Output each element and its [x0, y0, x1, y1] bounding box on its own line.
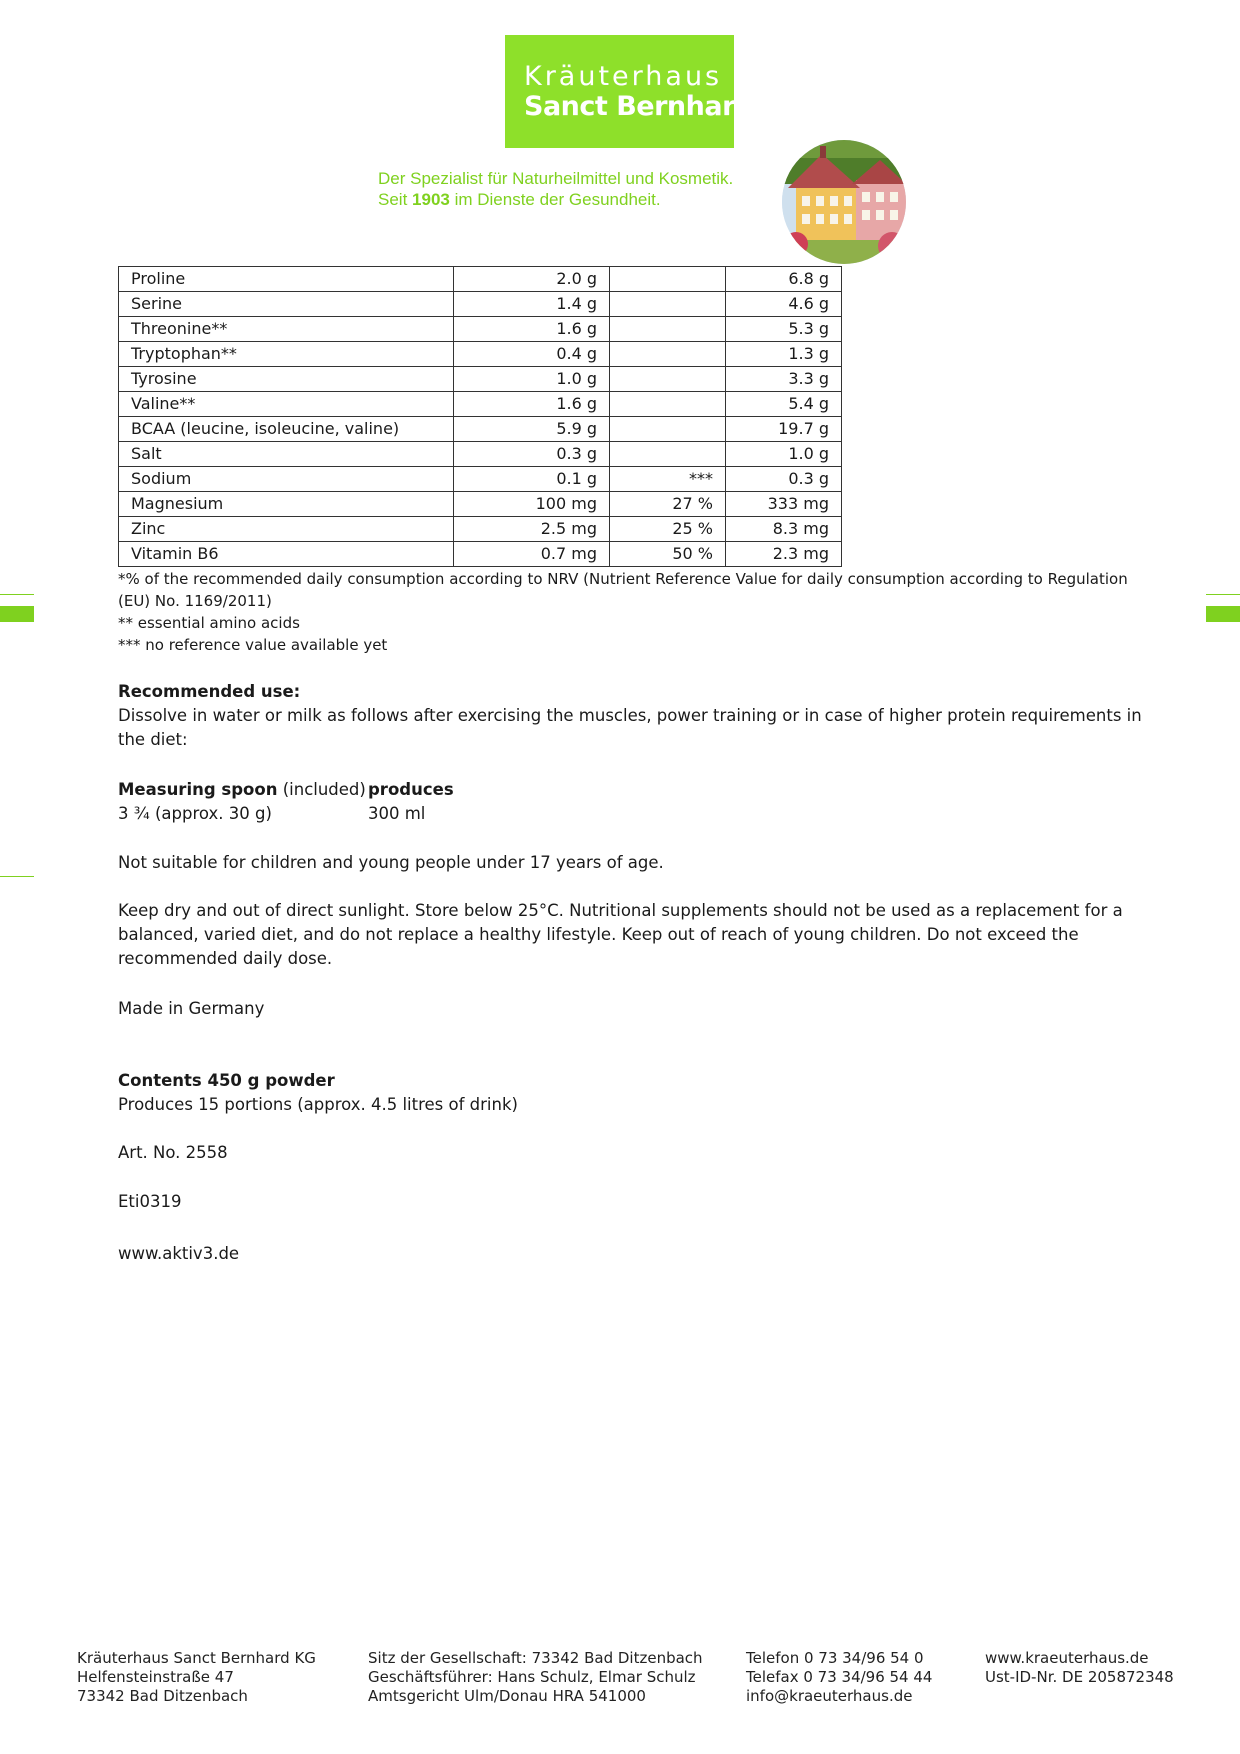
nutrient-name: Tryptophan** — [119, 342, 454, 367]
spoon-suffix: (included) — [277, 780, 366, 799]
nutrient-name: Vitamin B6 — [119, 542, 454, 567]
nrv-value — [610, 342, 726, 367]
logo-line-2: Sanct Bernhard — [524, 91, 754, 122]
footer-vat-id: Ust-ID-Nr. DE 205872348 — [985, 1668, 1174, 1686]
recommended-use — [118, 680, 1142, 752]
building-photo — [782, 140, 906, 264]
table-row — [119, 492, 842, 517]
per-100g-value: 1.0 g — [726, 442, 842, 467]
per-portion-value: 1.6 g — [454, 317, 610, 342]
per-100g-value: 8.3 mg — [726, 517, 842, 542]
table-row — [119, 417, 842, 442]
table-row — [119, 292, 842, 317]
nrv-value — [610, 292, 726, 317]
footer-legal — [368, 1649, 703, 1706]
per-100g-value: 5.3 g — [726, 317, 842, 342]
per-100g-value: 19.7 g — [726, 417, 842, 442]
nutrient-name: Valine** — [119, 392, 454, 417]
nrv-value — [610, 267, 726, 292]
footer-company — [77, 1649, 316, 1706]
produces-amount: 300 ml — [368, 804, 426, 823]
recommended-use-line-1: Dissolve in water or milk as follows after exercising the muscles, power training or in case of higher protein requirements in — [118, 706, 1142, 725]
footnote-no-reference: *** no reference value available yet — [118, 636, 388, 654]
per-portion-value: 100 mg — [454, 492, 610, 517]
per-portion-value: 0.3 g — [454, 442, 610, 467]
footer-email: info@kraeuterhaus.de — [746, 1687, 913, 1705]
footer-city: 73342 Bad Ditzenbach — [77, 1687, 248, 1705]
table-row — [119, 517, 842, 542]
nrv-value — [610, 442, 726, 467]
nrv-value — [610, 392, 726, 417]
recommended-use-heading: Recommended use: — [118, 682, 301, 701]
per-portion-value: 0.4 g — [454, 342, 610, 367]
side-mark-line-left-bottom — [0, 876, 34, 877]
nrv-value — [610, 367, 726, 392]
per-100g-value: 3.3 g — [726, 367, 842, 392]
footer-phone: Telefon 0 73 34/96 54 0 — [746, 1649, 924, 1667]
tagline — [378, 168, 733, 210]
footer-seat: Sitz der Gesellschaft: 73342 Bad Ditzenbach — [368, 1649, 703, 1667]
per-100g-value: 4.6 g — [726, 292, 842, 317]
footer-street: Helfensteinstraße 47 — [77, 1668, 234, 1686]
logo-line-1: Kräuterhaus — [524, 61, 723, 92]
side-mark-line-right-top — [1206, 594, 1240, 595]
side-mark-line-left-top — [0, 594, 34, 595]
spoon-label: Measuring spoon — [118, 780, 278, 799]
origin: Made in Germany — [118, 999, 265, 1018]
tagline-year: 1903 — [412, 190, 450, 209]
per-100g-value: 5.4 g — [726, 392, 842, 417]
table-row — [119, 467, 842, 492]
nutrient-name: Tyrosine — [119, 367, 454, 392]
table-row — [119, 267, 842, 292]
nrv-value: 50 % — [610, 542, 726, 567]
per-100g-value: 2.3 mg — [726, 542, 842, 567]
footnote-essential: ** essential amino acids — [118, 614, 300, 632]
side-mark-right — [1206, 606, 1240, 622]
table-row — [119, 317, 842, 342]
tagline-line-2 — [378, 189, 733, 210]
per-portion-value: 0.7 mg — [454, 542, 610, 567]
table-row — [119, 342, 842, 367]
nutrient-name: BCAA (leucine, isoleucine, valine) — [119, 417, 454, 442]
footer-fax: Telefax 0 73 34/96 54 44 — [746, 1668, 933, 1686]
storage-notice — [118, 899, 1123, 971]
footer-web — [985, 1649, 1174, 1687]
nutrition-table-body — [119, 267, 842, 567]
age-warning: Not suitable for children and young people under 17 years of age. — [118, 853, 664, 872]
footer-court: Amtsgericht Ulm/Donau HRA 541000 — [368, 1687, 646, 1705]
building-illustration — [782, 140, 906, 264]
footer-contact — [746, 1649, 932, 1706]
nrv-value: 27 % — [610, 492, 726, 517]
per-portion-value: 1.0 g — [454, 367, 610, 392]
per-100g-value: 6.8 g — [726, 267, 842, 292]
per-100g-value: 0.3 g — [726, 467, 842, 492]
table-footnotes — [118, 568, 1128, 656]
table-row — [119, 367, 842, 392]
footer-company-name: Kräuterhaus Sanct Bernhard KG — [77, 1649, 316, 1667]
brand-logo — [505, 35, 754, 148]
nutrient-name: Sodium — [119, 467, 454, 492]
label-code: Eti0319 — [118, 1192, 182, 1211]
article-number: Art. No. 2558 — [118, 1143, 228, 1162]
tagline-line-1: Der Spezialist für Naturheilmittel und Kosmetik. — [378, 169, 734, 188]
nutrient-name: Zinc — [119, 517, 454, 542]
per-portion-value: 2.0 g — [454, 267, 610, 292]
per-100g-value: 333 mg — [726, 492, 842, 517]
storage-line-3: recommended daily dose. — [118, 949, 333, 968]
nutrient-name: Serine — [119, 292, 454, 317]
table-row — [119, 442, 842, 467]
contents: Contents 450 g powder — [118, 1071, 335, 1090]
footer-managers: Geschäftsführer: Hans Schulz, Elmar Schulz — [368, 1668, 696, 1686]
spoon-amount: 3 ¾ (approx. 30 g) — [118, 804, 272, 823]
tagline-pre: Seit — [378, 190, 413, 209]
footnote-nrv-line-1: *% of the recommended daily consumption according to NRV (Nutrient Reference Value for daily consumption according to Regulation — [118, 570, 1128, 588]
nutrient-name: Threonine** — [119, 317, 454, 342]
nutrition-table — [118, 266, 842, 567]
nrv-value: 25 % — [610, 517, 726, 542]
footer-website: www.kraeuterhaus.de — [985, 1649, 1149, 1667]
spoon-header — [118, 778, 366, 802]
side-mark-left — [0, 606, 34, 622]
portions: Produces 15 portions (approx. 4.5 litres of drink) — [118, 1095, 518, 1114]
footnote-nrv-line-2: (EU) No. 1169/2011) — [118, 592, 272, 610]
product-website: www.aktiv3.de — [118, 1244, 240, 1263]
per-100g-value: 1.3 g — [726, 342, 842, 367]
nutrient-name: Proline — [119, 267, 454, 292]
tagline-post: im Dienste der Gesundheit. — [449, 190, 661, 209]
nutrient-name: Magnesium — [119, 492, 454, 517]
per-portion-value: 2.5 mg — [454, 517, 610, 542]
nrv-value: *** — [610, 467, 726, 492]
nrv-value — [610, 317, 726, 342]
nrv-value — [610, 417, 726, 442]
produces-header: produces — [368, 780, 454, 799]
table-row — [119, 392, 842, 417]
table-row — [119, 542, 842, 567]
per-portion-value: 5.9 g — [454, 417, 610, 442]
storage-line-2: balanced, varied diet, and do not replace a healthy lifestyle. Keep out of reach of young children. Do not exceed the — [118, 925, 1079, 944]
storage-line-1: Keep dry and out of direct sunlight. Store below 25°C. Nutritional supplements should not be used as a replacement for a — [118, 901, 1123, 920]
per-portion-value: 1.4 g — [454, 292, 610, 317]
per-portion-value: 0.1 g — [454, 467, 610, 492]
per-portion-value: 1.6 g — [454, 392, 610, 417]
nutrient-name: Salt — [119, 442, 454, 467]
recommended-use-line-2: the diet: — [118, 730, 188, 749]
